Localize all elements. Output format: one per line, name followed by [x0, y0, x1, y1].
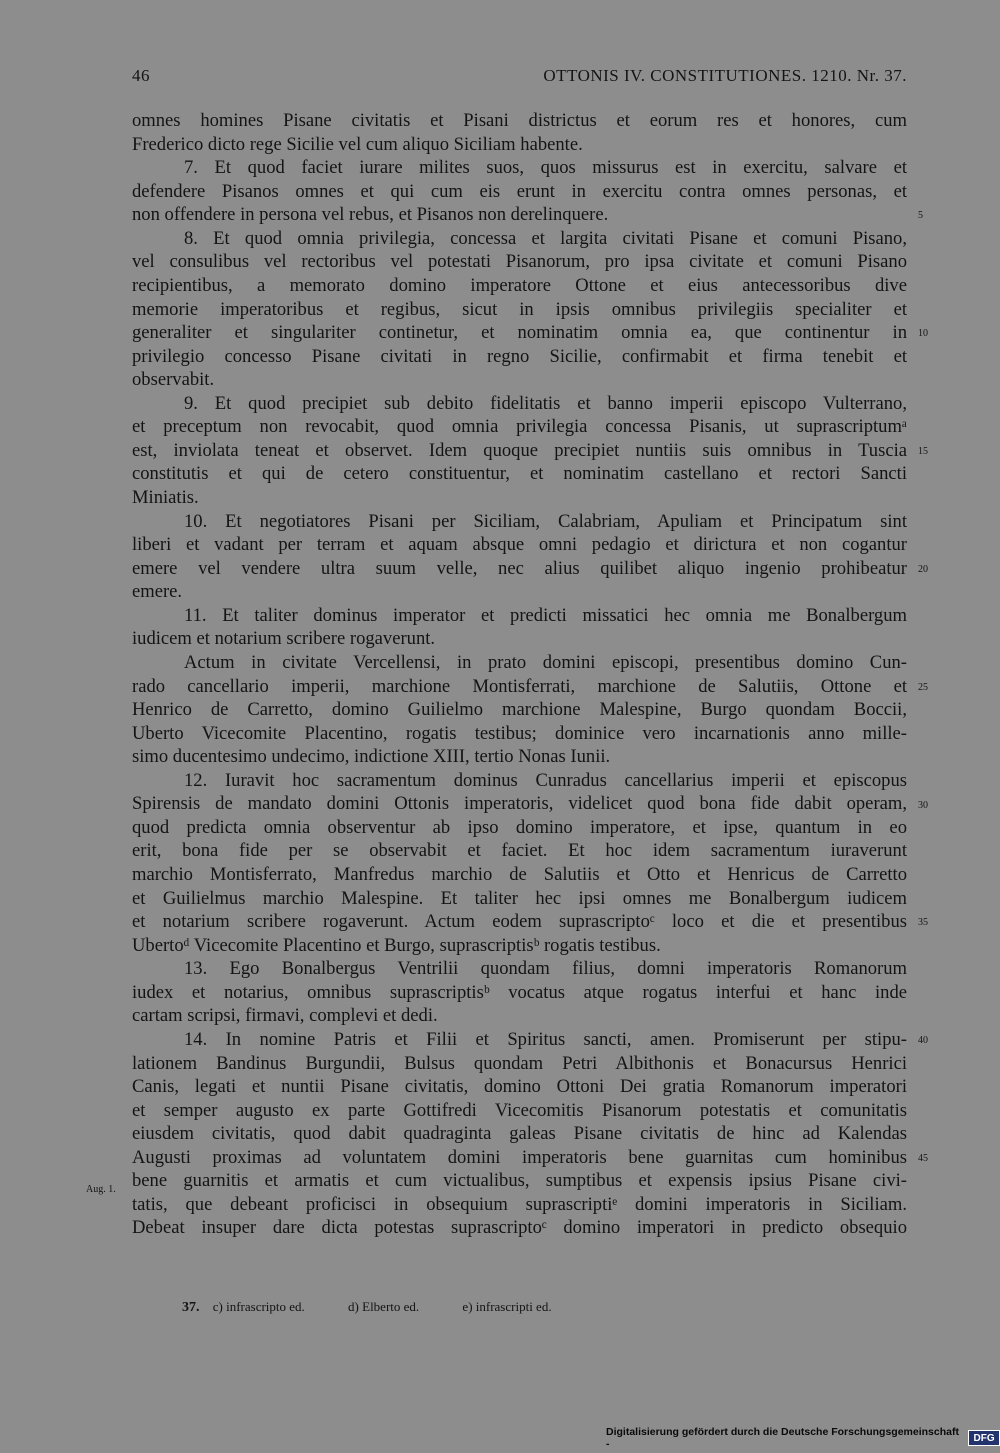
text-line: constitutis et qui de cetero constituentur, et nominatim castellano et rectori Sancti	[132, 463, 907, 485]
text-line: rado cancellario imperii, marchione Montisferrati, marchione de Salutiis, Ottone et	[132, 675, 907, 697]
dfg-logo-icon: DFG	[968, 1430, 1000, 1446]
text-line: Ubertoᵈ Vicecomite Placentino et Burgo, suprascriptisᵇ rogatis testibus.	[132, 934, 661, 956]
footnotes	[182, 1298, 882, 1316]
line-number: 45	[918, 1153, 928, 1165]
text-line: cartam scripsi, firmavi, complevi et dedi.	[132, 1005, 438, 1027]
text-line: Uberto Vicecomite Placentino, rogatis testibus; dominice vero incarnationis anno mille-	[132, 722, 907, 744]
footnote-e: e) infrascripti ed.	[462, 1299, 552, 1314]
footnote-number: 37.	[182, 1300, 200, 1315]
text-line: 11. Et taliter dominus imperator et predicti missatici hec omnia me Bonalbergum	[184, 604, 907, 626]
digitization-credit	[606, 1428, 1000, 1448]
text-line: 8. Et quod omnia privilegia, concessa et largita civitati Pisane et comuni Pisano,	[184, 227, 907, 249]
margin-note: Aug. 1.	[86, 1184, 116, 1195]
text-line: iudicem et notarium scribere rogaverunt.	[132, 628, 436, 650]
text-line: non offendere in persona vel rebus, et Pisanos non derelinquere.	[132, 204, 609, 226]
text-line: erit, bona fide per se observabit et faciet. Et hoc idem sacramentum iuraverunt	[132, 840, 907, 862]
line-number: 5	[918, 210, 923, 222]
credit-text: Digitalisierung gefördert durch die Deutsche Forschungsgemeinschaft -	[606, 1426, 959, 1450]
text-line: Miniatis.	[132, 487, 199, 508]
text-line: Augusti proximas ad voluntatem domini imperatoris bene guarnitas cum hominibus	[132, 1146, 907, 1168]
line-number: 15	[918, 445, 928, 457]
text-line: iudex et notarius, omnibus suprascriptisᵇ vocatus atque rogatus interfui et hanc inde	[132, 981, 907, 1003]
text-line: omnes homines Pisane civitatis et Pisani districtus et eorum res et honores, cum	[132, 110, 907, 131]
line-number: 30	[918, 799, 928, 811]
text-line: Actum in civitate Vercellensi, in prato domini episcopi, presentibus domino Cun-	[184, 651, 907, 673]
body-text	[132, 109, 907, 1240]
text-line: quod predicta omnia observentur ab ipso domino imperatore, et ipse, quantum in eo	[132, 816, 907, 838]
text-line: emere.	[132, 581, 183, 603]
text-line: vel consulibus vel rectoribus vel potestati Pisanorum, pro ipsa civitate et comuni Pisano	[132, 251, 907, 273]
footnote-d: d) Elberto ed.	[348, 1299, 420, 1314]
text-line: Debeat insuper dare dicta potestas suprascriptoᶜ domino imperatori in predicto obsequio	[132, 1217, 907, 1239]
line-number: 20	[918, 563, 928, 575]
line-number: 25	[918, 681, 928, 693]
text-line: et Guilielmus marchio Malespine. Et taliter hec ipsi omnes me Bonalbergum iudicem	[132, 887, 907, 909]
text-line: observabit.	[132, 369, 215, 391]
text-line: 12. Iuravit hoc sacramentum dominus Cunradus cancellarius imperii et episcopus	[184, 769, 907, 791]
text-line: privilegio concesso Pisane civitati in regno Sicilie, confirmabit et firma tenebit et	[132, 345, 907, 367]
text-line: Spirensis de mandato domini Ottonis imperatoris, videlicet quod bona fide dabit operam,	[132, 793, 907, 815]
text-line: 13. Ego Bonalbergus Ventrilii quondam filius, domni imperatoris Romanorum	[184, 958, 907, 980]
page-number: 46	[132, 66, 150, 85]
text-line: lationem Bandinus Burgundii, Bulsus quondam Petri Albithonis et Bonacursus Henrici	[132, 1052, 907, 1074]
text-line: 14. In nomine Patris et Filii et Spiritus sancti, amen. Promiserunt per stipu-	[184, 1028, 907, 1050]
line-number: 40	[918, 1035, 928, 1047]
text-line: bene guarnitis et armatis et cum victualibus, sumptibus et expensis ipsius Pisane civi-	[132, 1170, 907, 1192]
text-line: Henrico de Carretto, domino Guilielmo marchione Malespine, Burgo quondam Boccii,	[132, 699, 907, 721]
text-line: memorie imperatoribus et regibus, sicut in ipsis omnibus privilegiis specialiter et	[132, 298, 907, 320]
text-line: simo ducentesimo undecimo, indictione XIII, tertio Nonas Iunii.	[132, 746, 611, 768]
text-line: et semper augusto ex parte Gottifredi Vicecomitis Pisanorum potestatis et comunitatis	[132, 1099, 907, 1121]
text-line: et notarium scribere rogaverunt. Actum eodem suprascriptoᶜ loco et die et presentibus	[132, 911, 907, 933]
text-line: eiusdem civitatis, quod dabit quadraginta galeas Pisane civitatis de hinc ad Kalendas	[132, 1123, 907, 1145]
text-line: et preceptum non revocabit, quod omnia privilegia concessa Pisanis, ut suprascriptumᵃ	[132, 416, 907, 438]
text-line: defendere Pisanos omnes et qui cum eis erunt in exercitu contra omnes personas, et	[132, 180, 907, 202]
footnote-c: c) infrascripto ed.	[212, 1299, 305, 1314]
text-line: emere vel vendere ultra suum velle, nec alius quilibet aliquo ingenio prohibeatur	[132, 557, 907, 579]
text-line: 10. Et negotiatores Pisani per Siciliam, Calabriam, Apuliam et Principatum sint	[184, 510, 907, 532]
text-line: recipientibus, a memorato domino imperatore Ottone et eius antecessoribus dive	[132, 274, 907, 296]
text-line: 7. Et quod faciet iurare milites suos, quos missurus est in exercitu, salvare et	[184, 157, 907, 179]
text-line: generaliter et singulariter continetur, et nominatim omnia ea, que continentur in	[132, 322, 907, 344]
text-line: tatis, que debeant proficisci in obsequium suprascriptiᵉ domini imperatoris in Siciliam.	[132, 1193, 907, 1215]
text-line: est, inviolata teneat et observet. Idem quoque precipiet nuntiis suis omnibus in Tuscia	[132, 439, 907, 461]
text-line: Canis, legati et nuntii Pisane civitatis, domino Ottoni Dei gratia Romanorum imperatori	[132, 1076, 907, 1098]
text-line: liberi et vadant per terram et aquam absque omni pedagio et dirictura et non cogantur	[132, 534, 907, 556]
text-line: 9. Et quod precipiet sub debito fidelitatis et banno imperii episcopo Vulterrano,	[184, 392, 907, 414]
running-head	[132, 66, 907, 92]
text-line: Frederico dicto rege Sicilie vel cum aliquo Siciliam habente.	[132, 133, 583, 155]
line-number: 10	[918, 328, 928, 340]
text-line: marchio Montisferrato, Manfredus marchio de Salutiis et Otto et Henricus de Carretto	[132, 864, 907, 885]
line-number: 35	[918, 917, 928, 929]
running-title: OTTONIS IV. CONSTITUTIONES. 1210. Nr. 37.	[543, 66, 907, 85]
